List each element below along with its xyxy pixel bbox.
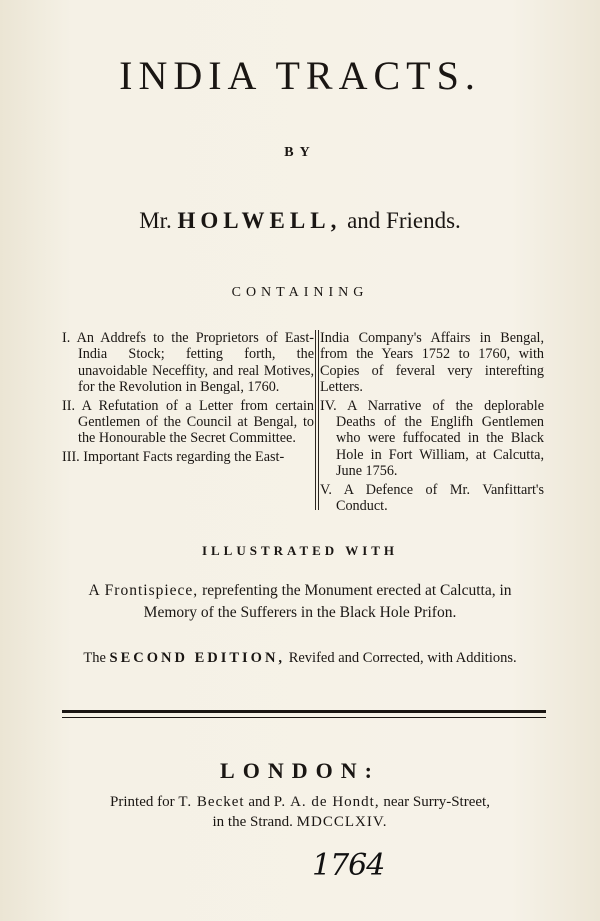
imprint-statement [0, 792, 600, 832]
frontispiece-label: A Frontispiece, [88, 582, 199, 599]
author-name: HOLWELL, [177, 208, 342, 233]
imprint-year: MDCCLXIV. [296, 814, 388, 830]
column-divider [315, 330, 319, 510]
imprint-printed-for: Printed for [110, 794, 175, 810]
contents-item-3-continued: India Company's Affairs in Bengal, from the Years 1752 to 1760, with Copies of feveral very interefting Letters. [320, 330, 544, 396]
contents-item-5: V. A Defence of Mr. Vanfittart's Conduct. [320, 481, 544, 515]
contents-item-1: I. An Addrefs to the Proprietors of East-India Stock; fetting forth, the unavoidable Neceffity, and real Motives, for the Revolution in Bengal, 1760. [62, 330, 314, 396]
frontispiece-line-1: reprefenting the Monument erected at Calcutta, in [202, 582, 512, 599]
author-suffix: and Friends. [347, 208, 461, 233]
author-prefix: Mr. [139, 208, 172, 233]
contents-left-column [62, 330, 314, 467]
author-line [0, 208, 600, 234]
imprint-city: LONDON: [220, 758, 380, 783]
contents-item-4: IV. A Narrative of the deplorable Deaths of the Englifh Gentlemen who were fuffocated in the Black Hole in Fort William, at Calcutta, June 1756. [320, 397, 544, 480]
edition-statement [0, 650, 600, 667]
handwritten-year: 1764 [312, 848, 385, 883]
edition-pre: The [83, 650, 106, 666]
imprint-de-hondt: P. A. de Hondt, [273, 794, 380, 810]
edition-caps: SECOND EDITION, [109, 650, 286, 666]
by-line: BY [284, 145, 316, 160]
edition-rest: Revifed and Corrected, with Additions. [288, 650, 517, 666]
imprint-street: near Surry-Street, [383, 794, 490, 810]
frontispiece-line-2: Memory of the Sufferers in the Black Hole Prifon. [143, 604, 457, 621]
contents-item-2: II. A Refutation of a Letter from certain Gentlemen of the Council at Bengal, to the Honourable the Secret Committee. [62, 397, 314, 447]
double-rule-thin [62, 717, 546, 718]
contents-right-column [320, 330, 544, 516]
contents-item-3: III. Important Facts regarding the East- [62, 448, 285, 465]
imprint-strand: in the Strand. [212, 814, 293, 830]
illustrated-heading: ILLUSTRATED WITH [201, 543, 399, 558]
book-title: INDIA TRACTS. [119, 53, 481, 98]
imprint-becket: T. Becket [178, 794, 245, 810]
double-rule-thick [62, 710, 546, 713]
containing-heading: CONTAINING [231, 285, 369, 300]
imprint-and: and [248, 794, 270, 810]
frontispiece-description [0, 580, 600, 624]
